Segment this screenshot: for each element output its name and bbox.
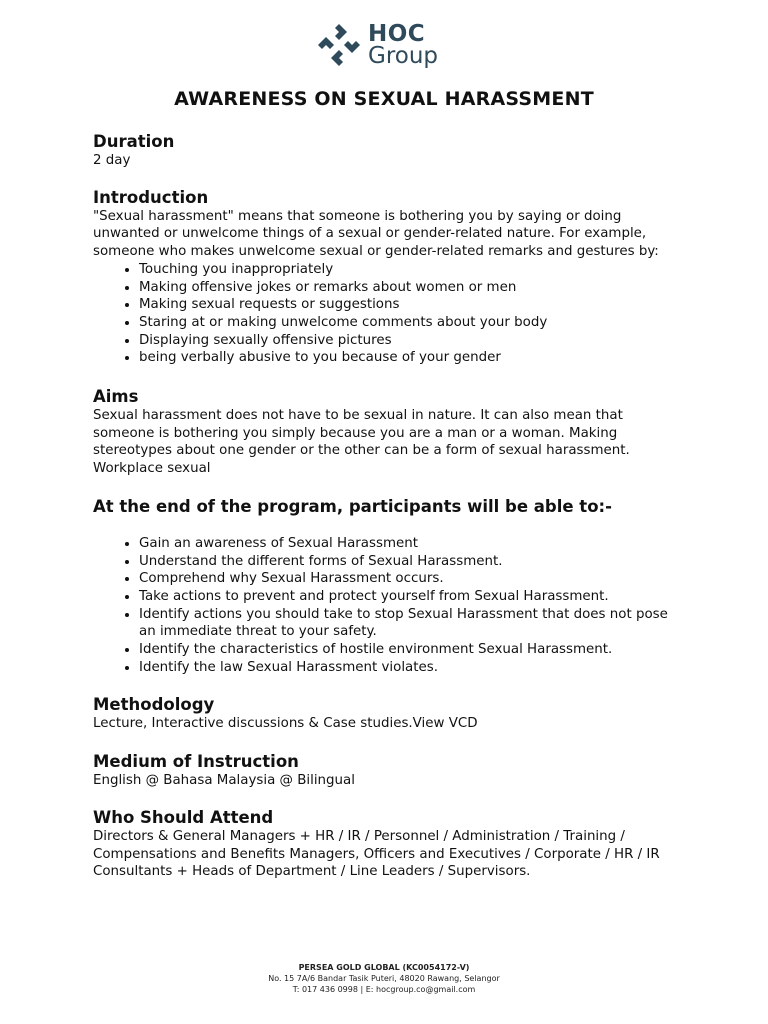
outcomes-list — [93, 535, 683, 677]
attend-text: Directors & General Managers + HR / IR / Personnel / Administration / Training / Compensations and Benefits Managers, Officers and Executives / Corporate / HR / IR Consultants + Heads of Department / Line Leaders / Supervisors. — [93, 828, 660, 880]
list-item: • Gain an awareness of Sexual Harassment — [139, 535, 683, 553]
footer-company: PERSEA GOLD GLOBAL (KC0054172-V) — [298, 963, 470, 972]
introduction-heading: Introduction — [93, 187, 209, 207]
list-item: • Identify actions you should take to stop Sexual Harassment that does not pose an immediate threat to your safety. — [139, 606, 683, 641]
duration-heading: Duration — [93, 132, 175, 151]
medium-heading: Medium of Instruction — [93, 752, 299, 772]
company-logo — [316, 20, 456, 70]
aims-text: Sexual harassment does not have to be sexual in nature. It can also mean that someone is bothering you simply because you are a man or a woman. Making stereotypes about one gender or the other can be a form of sexual harassment. Workplace sexual — [93, 408, 630, 477]
list-item: • Identify the characteristics of hostile environment Sexual Harassment. — [139, 641, 683, 659]
list-item: • Take actions to prevent and protect yourself from Sexual Harassment. — [139, 588, 683, 606]
logo-wordmark — [368, 23, 438, 67]
list-item: • Touching you inappropriately — [139, 261, 683, 279]
footer-contact: T: 017 436 0998 | E: hocgroup.co@gmail.com — [292, 985, 476, 994]
aims-heading: Aims — [93, 387, 139, 407]
introduction-text: "Sexual harassment" means that someone is bothering you by saying or doing unwanted or unwelcome things of a sexual or gender-related nature. For example, someone who makes unwelcome sexual or gender-related remarks and gestures by: — [93, 208, 659, 260]
outcomes-heading: At the end of the program, participants will be able to:- — [93, 496, 612, 516]
attend-heading: Who Should Attend — [93, 807, 274, 827]
medium-text: English @ Bahasa Malaysia @ Bilingual — [93, 773, 355, 789]
list-item: • Displaying sexually offensive pictures — [139, 332, 683, 350]
list-item: • Staring at or making unwelcome comments about your body — [139, 314, 683, 332]
list-item: • Making offensive jokes or remarks about women or men — [139, 279, 683, 297]
logo-line2: Group — [368, 43, 439, 69]
logo-line1: HOC — [368, 21, 426, 47]
list-item: • Identify the law Sexual Harassment violates. — [139, 659, 683, 677]
list-item: • Understand the different forms of Sexual Harassment. — [139, 553, 683, 571]
methodology-text: Lecture, Interactive discussions & Case studies.View VCD — [93, 716, 478, 732]
hoc-logo-icon — [316, 22, 362, 68]
list-item: • Making sexual requests or suggestions — [139, 296, 683, 314]
methodology-heading: Methodology — [93, 695, 215, 715]
page-title: AWARENESS ON SEXUAL HARASSMENT — [174, 88, 594, 110]
document-body — [93, 131, 683, 881]
list-item: • being verbally abusive to you because of your gender — [139, 349, 683, 367]
list-item: • Comprehend why Sexual Harassment occurs. — [139, 570, 683, 588]
footer-address: No. 15 7A/6 Bandar Tasik Puteri, 48020 Rawang, Selangor — [268, 974, 500, 983]
page-footer — [0, 962, 768, 995]
introduction-list — [93, 261, 683, 367]
duration-text: 2 day — [93, 153, 131, 168]
